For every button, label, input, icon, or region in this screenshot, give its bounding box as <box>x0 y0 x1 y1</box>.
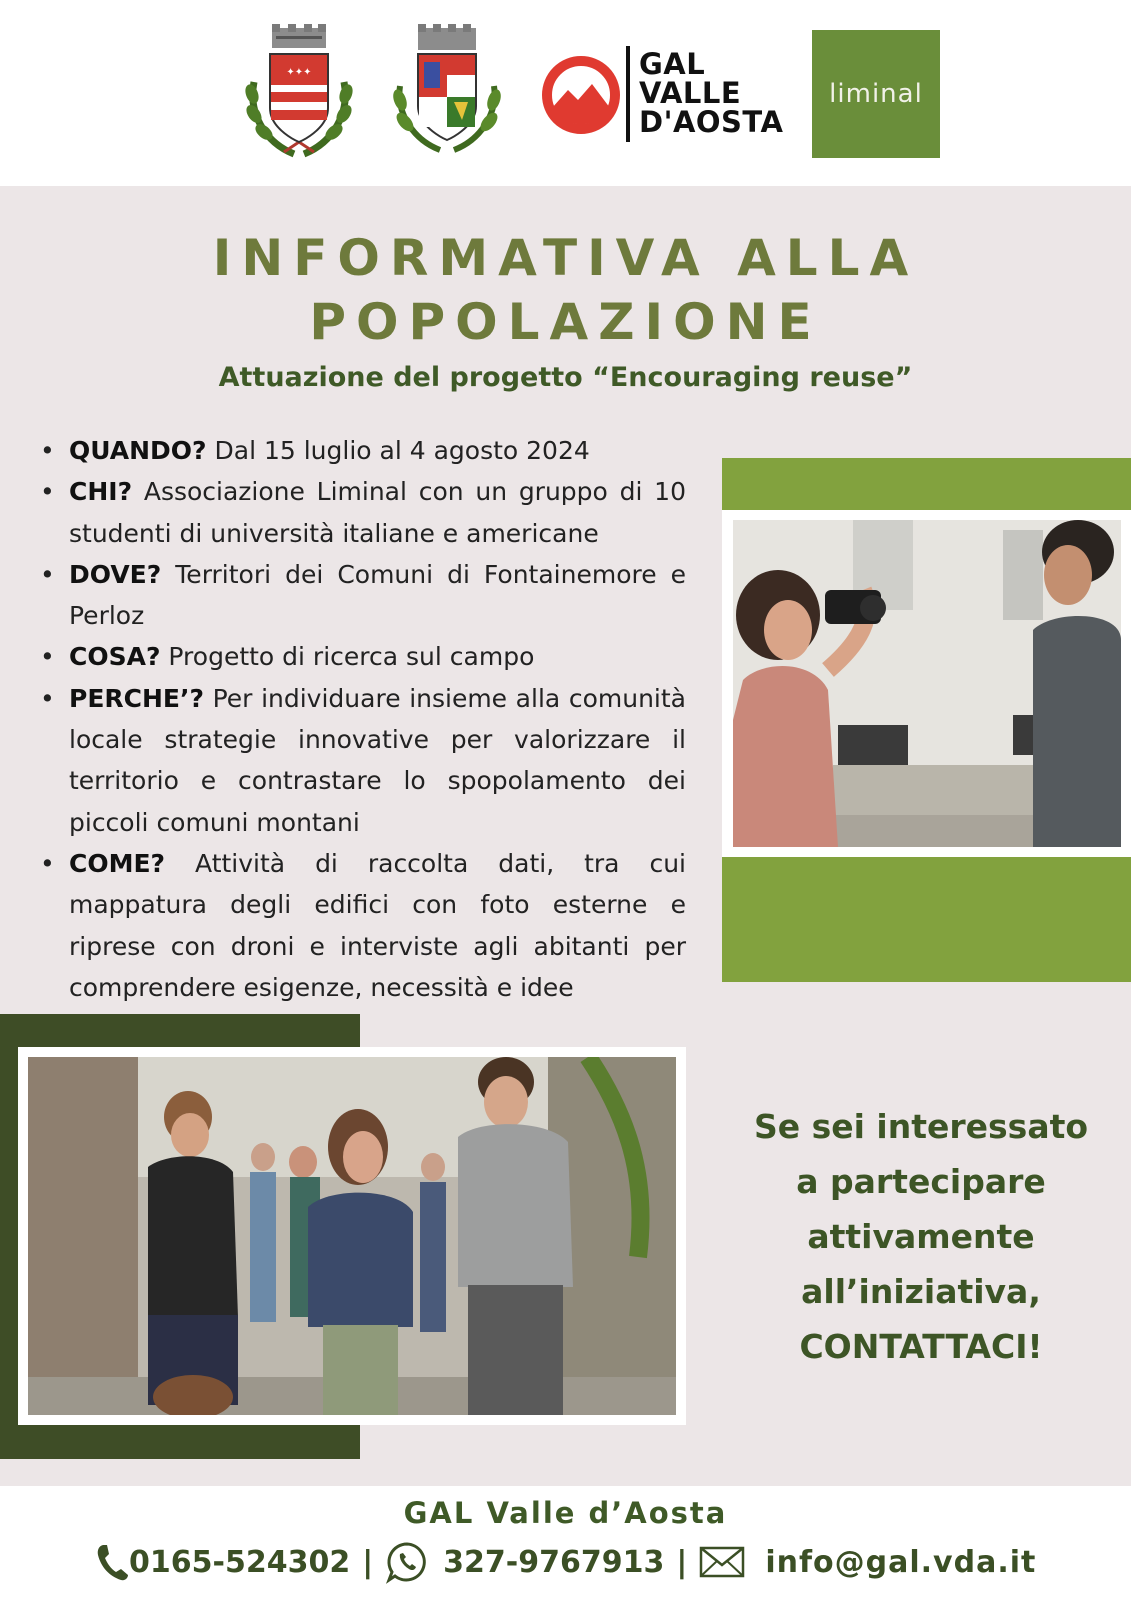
contact-separator: | <box>362 1544 374 1580</box>
dark-band-left <box>0 1014 18 1459</box>
page-title-line-2: POPOLAZIONE <box>309 293 822 351</box>
info-label: DOVE? <box>69 559 162 589</box>
page-title-line-1: INFORMATIVA ALLA <box>212 229 919 287</box>
cta-line: attivamente <box>807 1217 1035 1256</box>
info-label: CHI? <box>69 477 133 507</box>
header-logos <box>0 0 1131 186</box>
green-band-bottom <box>722 857 1131 982</box>
info-label: COME? <box>69 848 166 878</box>
info-item-chi <box>40 471 686 554</box>
whatsapp-number[interactable]: 327-9767913 <box>443 1544 665 1580</box>
perloz-crest-icon <box>392 22 502 162</box>
footer <box>0 1486 1131 1600</box>
info-text: Attività di raccolta dati, tra cui mappatura degli edifici con foto esterne e riprese con droni e interviste agli abitanti per comprendere esigenze, necessità e idee <box>69 848 686 1002</box>
info-label: PERCHE’? <box>69 683 204 713</box>
info-item-perche <box>40 678 686 843</box>
gal-mountain-icon <box>540 54 622 136</box>
info-list <box>40 430 686 1008</box>
info-item-dove <box>40 554 686 637</box>
info-text: Dal 15 luglio al 4 agosto 2024 <box>206 436 590 465</box>
cta-line: all’iniziativa, <box>801 1272 1041 1311</box>
info-item-cosa <box>40 636 686 677</box>
dark-band-top <box>0 1014 360 1047</box>
call-to-action <box>730 1099 1112 1374</box>
liminal-logo <box>812 30 940 158</box>
info-text: Associazione Liminal con un gruppo di 10 studenti di università italiane e americane <box>69 477 686 548</box>
whatsapp-icon <box>385 1540 429 1584</box>
liminal-logo-text: liminal <box>829 79 923 109</box>
phone-icon <box>95 1542 129 1582</box>
gal-logo-divider <box>626 46 630 142</box>
info-item-come <box>40 843 686 1008</box>
info-item-quando <box>40 430 686 471</box>
phone-number[interactable]: 0165-524302 <box>129 1544 351 1580</box>
mail-icon <box>699 1546 745 1578</box>
page-title <box>0 226 1131 354</box>
info-text: Per individuare insieme alla comunità locale strategie innovative per valorizzare il territorio e contrastare lo spopolamento dei piccoli comuni montani <box>69 683 686 837</box>
group-walking-photo <box>28 1057 676 1415</box>
gal-logo-text: GAL VALLE D'AOSTA <box>639 47 784 139</box>
contact-separator: | <box>676 1544 688 1580</box>
page-subtitle: Attuazione del progetto “Encouraging reuse” <box>218 362 913 393</box>
info-text: Progetto di ricerca sul campo <box>160 642 535 672</box>
fontainemore-crest-icon <box>244 22 354 162</box>
cta-line: Se sei interessato <box>753 1107 1089 1146</box>
photographer-photo <box>733 520 1121 847</box>
dark-band-bottom <box>0 1425 360 1459</box>
email-address[interactable]: info@gal.vda.it <box>765 1544 1037 1580</box>
svg-text:✦✦✦: ✦✦✦ <box>286 67 312 78</box>
footer-title: GAL Valle d’Aosta <box>403 1496 728 1530</box>
gal-valle-daosta-logo <box>540 44 790 144</box>
contact-bar <box>95 1538 1036 1586</box>
green-band-top <box>722 458 1131 510</box>
info-label: QUANDO? <box>69 436 207 465</box>
cta-line: a partecipare <box>796 1162 1046 1201</box>
cta-line: CONTATTACI! <box>799 1327 1043 1366</box>
info-label: COSA? <box>69 642 161 672</box>
info-text: Territori dei Comuni di Fontainemore e Perloz <box>69 559 686 631</box>
